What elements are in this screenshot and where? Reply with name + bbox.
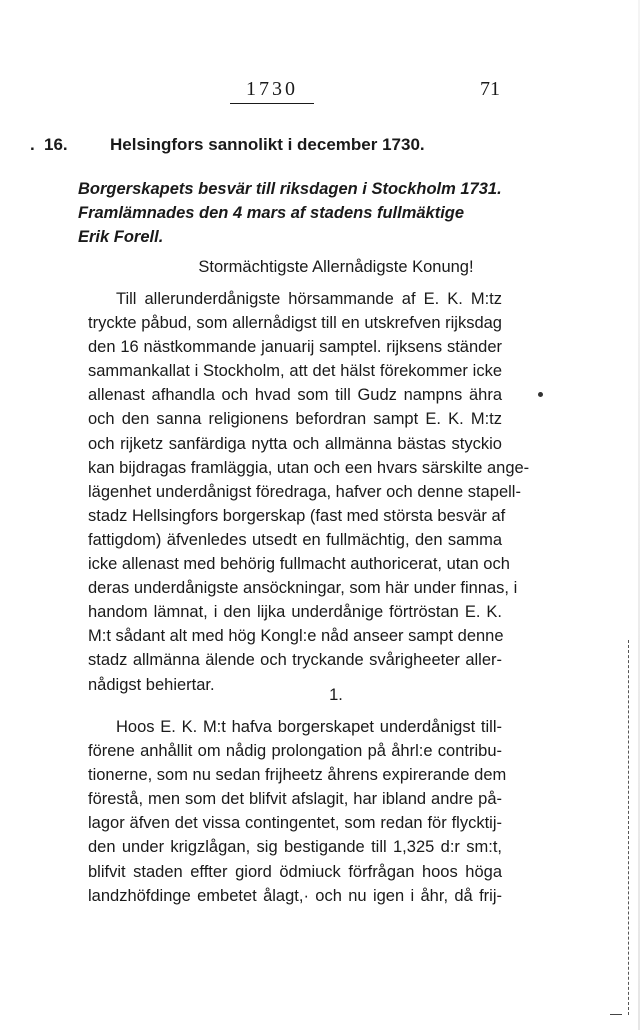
paragraph-line: tionerne, som nu sedan frijheetz åhrens expirerande dem (88, 766, 507, 785)
salutation: Stormächtigste Allernådigste Konung! (198, 258, 474, 276)
paragraph-line: M:t sådant alt med hög Kongl:e nåd anseer sampt denne (88, 627, 504, 646)
summary-line: Erik Forell. (78, 228, 164, 247)
paragraph-2 (88, 715, 507, 908)
summary-line: Borgerskapets besvär till riksdagen i Stockholm 1731. (78, 180, 502, 198)
paragraph-line: stadz allmänna älende och tryckande svårigheeter aller- (88, 651, 502, 670)
paragraph-line: förene anhållit om nådig prolongation på åhrl:e contribu- (88, 742, 502, 761)
paragraph-line: fattigdom) äfvenledes utsedt en fullmächtig, den samma (88, 530, 502, 549)
paragraph-line: kan bijdragas framläggia, utan och een hvars särskilte ange- (88, 458, 530, 477)
paragraph-line: Hoos E. K. M:t hafva borgerskapet underdånigst till- (116, 718, 502, 736)
page-edge-line (628, 640, 629, 1015)
section-number: 1. (329, 686, 343, 704)
paragraph-line: lagor äfven det vissa contingentet, som redan för flycktij- (88, 814, 502, 833)
paragraph-1 (88, 287, 530, 697)
paragraph-line: den 16 nästkommande januarij samptel. rijksens ständer (88, 338, 502, 357)
paragraph-line: lägenhet underdånigst föredraga, hafver och denne stapell- (88, 482, 521, 501)
page-edge-mark (610, 1014, 622, 1015)
document-heading (30, 134, 530, 156)
paragraph-line: blifvit staden effter giord ödmiuck förfrågan hoos höga (88, 862, 502, 881)
margin-speck (538, 392, 543, 397)
paragraph-line: den under krigzlågan, sig bestigande till 1,325 d:r sm:t, (88, 838, 502, 857)
running-head (0, 78, 642, 106)
page-number: 71 (480, 78, 500, 100)
scan-edge (638, 0, 640, 1030)
paragraph-line: förestå, men som det blifvit afslagit, har ibland andre på- (88, 790, 502, 809)
paragraph-line: tryckte påbud, som allernådigst till en utskrefven rijksdag (88, 314, 502, 333)
document-title: Helsingfors sannolikt i december 1730. (110, 135, 425, 154)
document-summary (78, 177, 508, 249)
paragraph-line: nådigst behiertar. (88, 675, 215, 694)
paragraph-line: stadz Hellsingfors borgerskap (fast med största besvär af (88, 506, 506, 525)
paragraph-line: och den sanna religionens befordran sampt E. K. M:tz (88, 410, 502, 429)
paragraph-line: handom lämnat, i den lijka underdånige förtröstan E. K. (88, 603, 502, 622)
running-head-year: 1730 (230, 78, 314, 104)
paragraph-line: allenast afhandla och hvad som till Gudz nampns ähra (88, 386, 502, 405)
paragraph-line: och rijketz sanfärdiga nytta och allmänna bästas styckio (88, 434, 502, 453)
paragraph-line: deras underdånigste ansöckningar, som här under finnas, i (88, 579, 518, 598)
document-number: 16. (44, 135, 68, 154)
paragraph-line: Till allerunderdånigste hörsammande af E. K. M:tz (116, 290, 502, 308)
paragraph-line: icke allenast med behörig fullmacht authoricerat, utan och (88, 555, 510, 574)
summary-line: Framlämnades den 4 mars af stadens fullmäktige (78, 204, 465, 223)
paragraph-line: landzhöfdinge embetet ålagt,· och nu igen i åhr, då frij- (88, 886, 502, 905)
heading-bullet: . (30, 135, 35, 154)
paragraph-line: sammankallat i Stockholm, att det hälst förekommer icke (88, 362, 502, 381)
